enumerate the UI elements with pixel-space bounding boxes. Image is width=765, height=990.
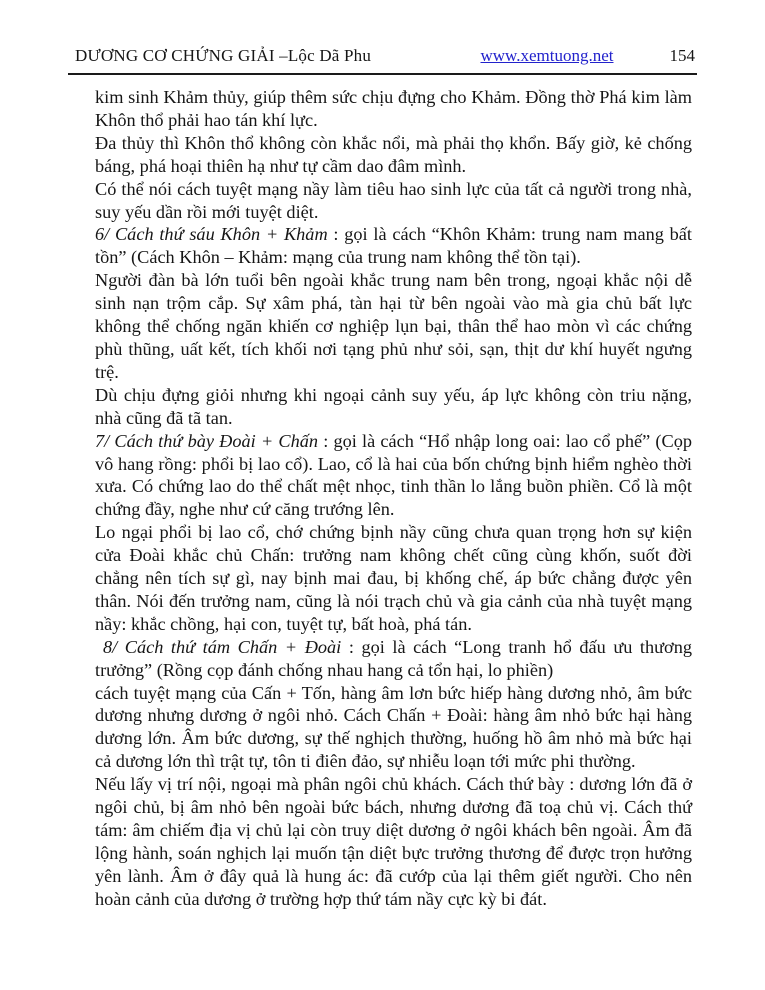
book-title: DƯƠNG CƠ CHỨNG GIẢI –Lộc Dã Phu — [75, 46, 372, 65]
page-header — [0, 0, 765, 66]
paragraph-text-segment: Có thể nói cách tuyệt mạng nầy làm tiêu hao sinh lực của tất cả người trong nhà, suy yếu dần rồi mới tuyệt diệt. — [95, 178, 692, 222]
paragraph-text-segment: kim sinh Khảm thủy, giúp thêm sức chịu đựng cho Khảm. Đồng thờ Phá kim làm Khôn thổ phải hao tán khí lực. — [95, 87, 692, 130]
paragraph-text-segment: : gọi là cách “Khôn Khảm: trung nam mang bất tồn” (Cách Khôn – Khảm: mạng của trung nam không thể tồn tại). — [95, 224, 692, 268]
paragraph-text-segment: : gọi là cách “Hổ nhập long oai: lao cổ phế” (Cọp vô hang rồng: phổi bị lao cổ). Lao, cổ là hai của bốn chứng bịnh hiểm nghèo thời xưa. Có chứng lao do thể chất mệt nhọc, tinh thần lo lắng buồn phiền. Cổ là một chứng đầy, nghe như cứ căng trướng lên. — [95, 430, 692, 520]
paragraph — [95, 773, 692, 910]
paragraph — [95, 682, 692, 774]
paragraph — [95, 269, 692, 384]
paragraph — [95, 223, 692, 269]
website-link[interactable]: www.xemtuong.net — [480, 46, 614, 65]
page-number: 154 — [669, 46, 695, 65]
paragraph — [95, 86, 692, 132]
paragraph — [95, 430, 692, 522]
paragraph — [95, 521, 692, 636]
paragraph-text-segment: Đa thủy thì Khôn thổ không còn khắc nổi, mà phải thọ khổn. Bấy giờ, kẻ chống báng, phá hoại thiên hạ như tự cầm dao đâm mình. — [95, 132, 692, 176]
document-body — [95, 86, 692, 911]
paragraph-text-segment: Nếu lấy vị trí nội, ngoại mà phân ngôi chủ khách. Cách thứ bày : dương lớn đã ở ngôi chủ, bị âm nhỏ bên ngoài bức bách, nhưng dương đã toạ chủ vị. Cách thứ tám: âm chiếm địa vị chủ lại còn truy diệt dương ở ngôi khách bên ngoài. Âm đã lộng hành, soán nghịch lại muốn tận diệt bực trưởng thương để được trọn hưởng yên lành. Âm ở đây quả là hung ác: đã cướp của lại thêm giết người. Cho nên hoàn cảnh của dương ở trường hợp thứ tám nầy cực kỳ bi đát. — [95, 774, 692, 909]
paragraph-text-segment: cách tuyệt mạng của Cấn + Tốn, hàng âm lơn bức hiếp hàng dương nhỏ, âm bức dương nhưng dương ở ngôi nhỏ. Cách Chấn + Đoài: hàng âm nhỏ bức hại hàng dương lớn. Âm bức dương, sự thế nghịch thường, huống hồ âm nhỏ mà bức hại cả dương lớn thì trật tự, tôn ti điên đảo, sự nhiễu loạn tới mức phi thường. — [95, 682, 692, 772]
paragraph-text-segment: Lo ngại phổi bị lao cổ, chớ chứng bịnh nầy cũng chưa quan trọng hơn sự kiện cửa Đoài khắc chủ Chấn: trưởng nam không chết cũng cùng khốn, suốt đời chẳng nên tích sự gì, nay bịnh mai đau, bị khống chế, áp bức chẳng được yên thân. Nói đến trưởng nam, cũng là nói trạch chủ và gia cảnh của nhà tuyệt mạng nầy: khắc chồng, hại con, tuyệt tự, bất hoà, phá tán. — [95, 522, 692, 634]
paragraph-heading-segment: 8/ Cách thứ tám Chấn + Đoài — [103, 636, 342, 657]
paragraph-heading-segment: 6/ Cách thứ sáu Khôn + Khảm — [95, 224, 328, 245]
header-divider — [68, 73, 697, 75]
paragraph — [95, 178, 692, 224]
paragraph-text-segment: Dù chịu đựng giỏi nhưng khi ngoại cảnh suy yếu, áp lực không còn triu nặng, nhà cũng đã tã tan. — [95, 384, 692, 428]
paragraph-heading-segment: 7/ Cách thứ bày Đoài + Chấn — [95, 430, 319, 451]
paragraph-text-segment: Người đàn bà lớn tuổi bên ngoài khắc trung nam bên trong, ngoại khắc nội dễ sinh nạn trộm cắp. Sự xâm phá, tàn hại từ bên ngoài vào mà gia chủ bất lực không thể chống ngăn khiến cơ nghiệp lụn bại, thân thể hao mòn vì các chứng phù thũng, uất kết, tích khối nơi tạng phủ như sỏi, sạn, thịt dư khí huyết ngưng trệ. — [95, 270, 692, 382]
paragraph — [95, 132, 692, 178]
paragraph — [95, 384, 692, 430]
paragraph — [95, 636, 692, 682]
paragraph-text-segment: : gọi là cách “Long tranh hổ đấu ưu thương trưởng” (Rồng cọp đánh chống nhau hang cả tổn hại, lo phiền) — [95, 636, 692, 680]
